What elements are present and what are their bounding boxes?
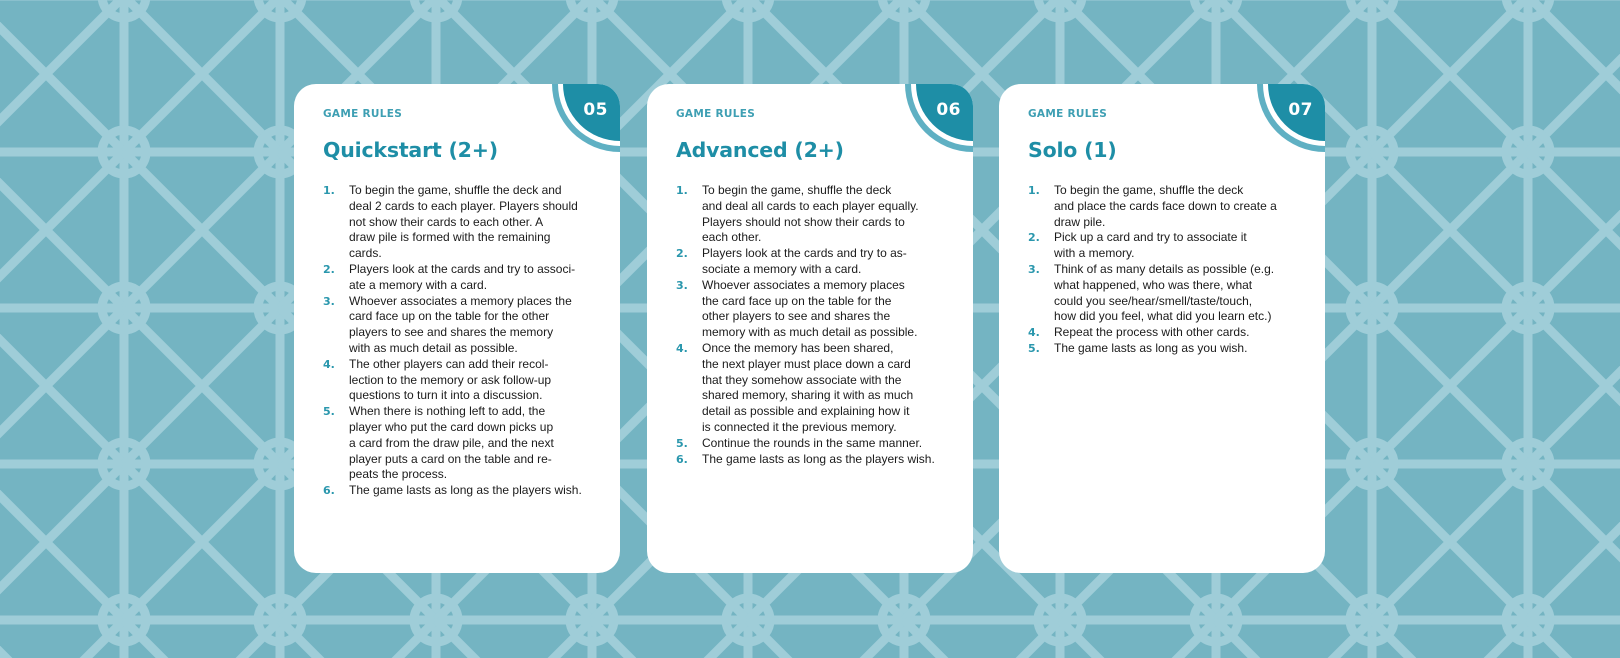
rule-item xyxy=(676,436,954,452)
rule-line: the next player must place down a card xyxy=(702,356,911,371)
rule-line: Think of as many details as possible (e.g. xyxy=(1054,261,1275,276)
rule-number: 3. xyxy=(676,278,688,292)
rule-item xyxy=(676,452,954,468)
lattice-shape xyxy=(1528,464,1620,620)
rule-line: player puts a card on the table and re- xyxy=(349,451,552,466)
rules-list xyxy=(323,183,601,499)
rule-number: 2. xyxy=(676,247,688,261)
rule-number: 5. xyxy=(676,436,688,450)
card-title: Quickstart (2+) xyxy=(323,138,498,162)
rule-number: 3. xyxy=(323,294,335,308)
rules-list xyxy=(676,183,954,467)
rule-line: The game lasts as long as you wish. xyxy=(1054,340,1248,355)
rule-line: Repeat the process with other cards. xyxy=(1054,325,1250,340)
card-number: 06 xyxy=(936,100,961,120)
rule-number: 4. xyxy=(676,341,688,355)
card-number: 07 xyxy=(1288,100,1313,120)
rule-text xyxy=(702,341,954,436)
rule-line: The game lasts as long as the players wish. xyxy=(702,451,935,466)
rule-number: 2. xyxy=(1028,231,1040,245)
card-number-badge xyxy=(552,84,620,152)
rule-line: player who put the card down picks up xyxy=(349,419,554,434)
rule-text xyxy=(702,452,954,468)
rule-line: sociate a memory with a card. xyxy=(702,261,862,276)
rule-line: Players look at the cards and try to as- xyxy=(702,246,907,261)
rule-line: detail as possible and explaining how it xyxy=(702,404,910,419)
rule-number: 1. xyxy=(676,184,688,197)
rule-line: each other. xyxy=(702,230,762,245)
rule-line: Pick up a card and try to associate it xyxy=(1054,230,1247,245)
rule-line: Once the memory has been shared, xyxy=(702,340,894,355)
rule-line: The other players can add their recol- xyxy=(349,356,549,371)
card-eyebrow: GAME RULES xyxy=(1028,108,1108,120)
rule-number: 1. xyxy=(1028,184,1040,197)
rule-line: card face up on the table for the other xyxy=(349,309,550,324)
rule-text xyxy=(349,357,601,404)
rule-number: 3. xyxy=(1028,262,1040,276)
rule-line: lection to the memory or ask follow-up xyxy=(349,372,552,387)
card-title: Advanced (2+) xyxy=(676,138,844,162)
lattice-shape xyxy=(1528,0,1620,152)
rule-line: Players look at the cards and try to associ- xyxy=(349,261,576,276)
rule-item xyxy=(1028,262,1306,325)
rule-number: 5. xyxy=(323,405,335,419)
rule-line: To begin the game, shuffle the deck and xyxy=(349,183,562,197)
rule-text xyxy=(349,183,601,262)
rule-line: cards. xyxy=(349,246,382,261)
rule-text xyxy=(349,404,601,483)
rule-line: draw pile is formed with the remaining xyxy=(349,230,551,245)
rule-item xyxy=(323,357,601,404)
rule-item xyxy=(1028,230,1306,262)
rule-item xyxy=(1028,341,1306,357)
rule-number: 5. xyxy=(1028,341,1040,355)
rule-line: When there is nothing left to add, the xyxy=(349,404,546,419)
rule-line: that they somehow associate with the xyxy=(702,372,902,387)
rule-item xyxy=(676,183,954,246)
rule-item xyxy=(1028,325,1306,341)
rule-line: not show their cards to each other. A xyxy=(349,214,544,229)
rule-item xyxy=(676,278,954,341)
rule-line: Whoever associates a memory places xyxy=(702,277,905,292)
rule-item xyxy=(323,294,601,357)
card-number-badge xyxy=(905,84,973,152)
rule-item xyxy=(676,246,954,278)
rule-text xyxy=(1054,325,1306,341)
rule-line: To begin the game, shuffle the deck xyxy=(702,183,892,197)
lattice-shape xyxy=(1528,308,1620,464)
rule-item xyxy=(1028,183,1306,230)
rule-line: shared memory, sharing it with as much xyxy=(702,388,914,403)
lattice-shape xyxy=(1528,152,1620,308)
card-eyebrow: GAME RULES xyxy=(323,108,403,120)
rule-line: how did you feel, what did you learn etc.) xyxy=(1054,309,1272,324)
rule-text xyxy=(1054,183,1306,230)
rule-line: ate a memory with a card. xyxy=(349,277,488,292)
rule-line: Players should not show their cards to xyxy=(702,214,905,229)
rule-item xyxy=(323,183,601,262)
rule-line: could you see/hear/smell/taste/touch, xyxy=(1054,293,1253,308)
rule-item xyxy=(323,262,601,294)
rule-text xyxy=(702,183,954,246)
rule-text xyxy=(702,436,954,452)
lattice-shape xyxy=(0,0,124,152)
rule-line: what happened, who was there, what xyxy=(1054,277,1253,292)
rule-line: and deal all cards to each player equally. xyxy=(702,198,919,213)
rule-line: To begin the game, shuffle the deck xyxy=(1054,183,1244,197)
rule-line: with a memory. xyxy=(1054,246,1135,261)
rule-line: deal 2 cards to each player. Players should xyxy=(349,198,578,213)
rule-line: players to see and shares the memory xyxy=(349,325,554,340)
rule-line: draw pile. xyxy=(1054,214,1106,229)
rule-line: questions to turn it into a discussion. xyxy=(349,388,543,403)
rule-line: Continue the rounds in the same manner. xyxy=(702,435,923,450)
rule-text xyxy=(349,294,601,357)
rule-number: 6. xyxy=(323,484,335,498)
game-rules-card-solo xyxy=(999,84,1325,573)
rules-list xyxy=(1028,183,1306,357)
rule-text xyxy=(1054,341,1306,357)
rule-text xyxy=(1054,230,1306,262)
rule-item xyxy=(323,483,601,499)
rule-line: with as much detail as possible. xyxy=(349,340,518,355)
rule-line: The game lasts as long as the players wish. xyxy=(349,483,582,498)
card-number-badge xyxy=(1257,84,1325,152)
rule-line: other players to see and shares the xyxy=(702,309,891,324)
rule-text xyxy=(349,483,601,499)
rule-line: the card face up on the table for the xyxy=(702,293,892,308)
rule-number: 4. xyxy=(323,357,335,371)
rule-text xyxy=(1054,262,1306,325)
rule-number: 1. xyxy=(323,184,335,197)
rule-line: memory with as much detail as possible. xyxy=(702,325,918,340)
rule-line: a card from the draw pile, and the next xyxy=(349,435,554,450)
game-rules-card-advanced xyxy=(647,84,973,573)
rule-item xyxy=(676,341,954,436)
card-title: Solo (1) xyxy=(1028,138,1117,162)
rule-text xyxy=(349,262,601,294)
rule-line: peats the process. xyxy=(349,467,448,482)
rule-line: and place the cards face down to create a xyxy=(1054,198,1277,213)
rule-line: is connected it the previous memory. xyxy=(702,419,897,434)
game-rules-card-quickstart xyxy=(294,84,620,573)
rule-number: 2. xyxy=(323,262,335,276)
card-number: 05 xyxy=(583,100,608,120)
rule-text xyxy=(702,246,954,278)
rule-item xyxy=(323,404,601,483)
card-eyebrow: GAME RULES xyxy=(676,108,756,120)
rule-line: Whoever associates a memory places the xyxy=(349,293,572,308)
rule-text xyxy=(702,278,954,341)
rule-number: 6. xyxy=(676,452,688,466)
rule-number: 4. xyxy=(1028,326,1040,340)
